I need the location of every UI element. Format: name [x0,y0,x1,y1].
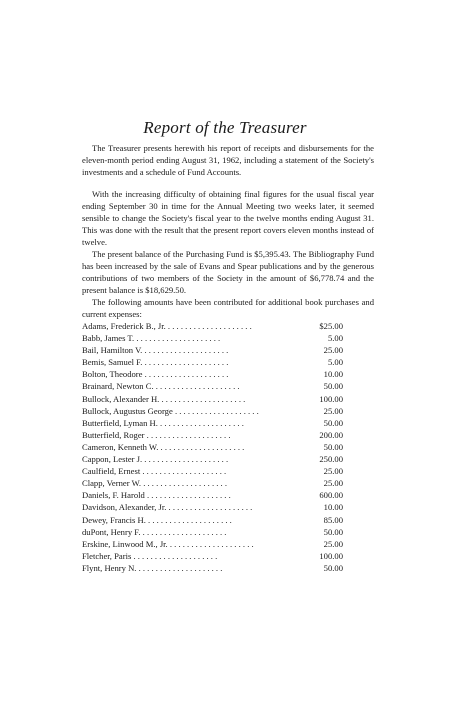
list-item [82,562,374,574]
list-item [82,320,374,332]
contribution-amount: 5.00 [327,333,343,344]
paragraph-contributions-intro: The following amounts have been contributed for additional book purchases and current expenses: [82,297,374,319]
contributor-name: duPont, Henry F. . . [82,526,298,538]
contribution-amount: 25.00 [323,478,343,489]
contributor-name: Bolton, Theodore . . [82,368,298,380]
contribution-amount: $25.00 [319,321,343,331]
paragraph-fund-balances: The present balance of the Purchasing Fund is $5,395.43. The Bibliography Fund has been increased by the sale of Evans and Spear publications and by the generous contributions of two members of the Society in the amount of $6,778.74 and the present balance is $18,629.50. [82,249,374,295]
contribution-amount: 50.00 [323,417,343,428]
list-item [82,526,374,538]
contributor-name: Bullock, Augustus George . . [82,405,298,417]
list-item [82,465,374,477]
list-item [82,356,374,368]
contributor-name: Butterfield, Roger . . [82,429,298,441]
contribution-amount: 10.00 [323,369,343,380]
list-item [82,417,374,429]
contributor-name: Caulfield, Ernest . . [82,465,298,477]
contributions-list [82,320,374,574]
contribution-amount: 25.00 [323,405,343,416]
contribution-amount: 10.00 [323,502,343,513]
contributor-name: Bemis, Samuel F. . . [82,356,298,368]
contribution-amount: 100.00 [319,550,343,561]
contribution-amount: 50.00 [323,562,343,573]
contribution-amount: 200.00 [319,429,343,440]
contribution-amount: 50.00 [323,441,343,452]
list-item [82,368,374,380]
list-item [82,514,374,526]
list-item [82,429,374,441]
list-item [82,550,374,562]
contributor-name: Cappon, Lester J. . . [82,453,298,465]
contribution-amount: 50.00 [323,381,343,392]
report-title: Report of the Treasurer [143,118,307,137]
list-item [82,441,374,453]
contribution-amount: 25.00 [323,345,343,356]
paragraph-fiscal-year: With the increasing difficulty of obtaining final figures for the usual fiscal year ending September 30 in time for the Annual Meeting two weeks later, it seemed sensible to change the Society's fiscal year to the twelve months ending August 31. This was done with the result that the present report covers eleven months instead of twelve. [82,189,374,247]
list-item [82,393,374,405]
contributor-name: Daniels, F. Harold . . [82,489,298,501]
contribution-amount: 25.00 [323,466,343,477]
contributor-name: Brainard, Newton C. . . [82,380,298,392]
contribution-amount: 100.00 [319,393,343,404]
contribution-amount: 5.00 [327,357,343,368]
list-item [82,489,374,501]
contributor-name: Bullock, Alexander H. . . [82,393,298,405]
paragraph-intro: The Treasurer presents herewith his report of receipts and disbursements for the eleven-month period ending August 31, 1962, including a statement of the Society's investments and a schedule of Fund Accounts. [82,143,374,177]
contributor-name: Davidson, Alexander, Jr. . . [82,501,298,513]
list-item [82,477,374,489]
contributor-name: Fletcher, Paris . . [82,550,298,562]
list-item [82,501,374,513]
contributor-name: Dewey, Francis H. . . [82,514,298,526]
contributor-name: Adams, Frederick B., Jr. . . [82,320,298,332]
list-item [82,453,374,465]
list-item [82,538,374,550]
contributor-name: Babb, James T. . . [82,332,298,344]
contributor-name: Clapp, Verner W. . . [82,477,298,489]
contribution-amount: 250.00 [319,454,343,465]
contributor-name: Butterfield, Lyman H. . . [82,417,298,429]
contributor-name: Cameron, Kenneth W. . . [82,441,298,453]
contribution-amount: 25.00 [323,538,343,549]
contribution-amount: 85.00 [323,514,343,525]
list-item [82,332,374,344]
list-item [82,405,374,417]
contribution-amount: 50.00 [323,526,343,537]
contributor-name: Erskine, Linwood M., Jr. . . [82,538,298,550]
list-item [82,344,374,356]
contribution-amount: 600.00 [319,490,343,501]
list-item [82,380,374,392]
contributor-name: Bail, Hamilton V. . . [82,344,298,356]
contributor-name: Flynt, Henry N. . . [82,562,298,574]
